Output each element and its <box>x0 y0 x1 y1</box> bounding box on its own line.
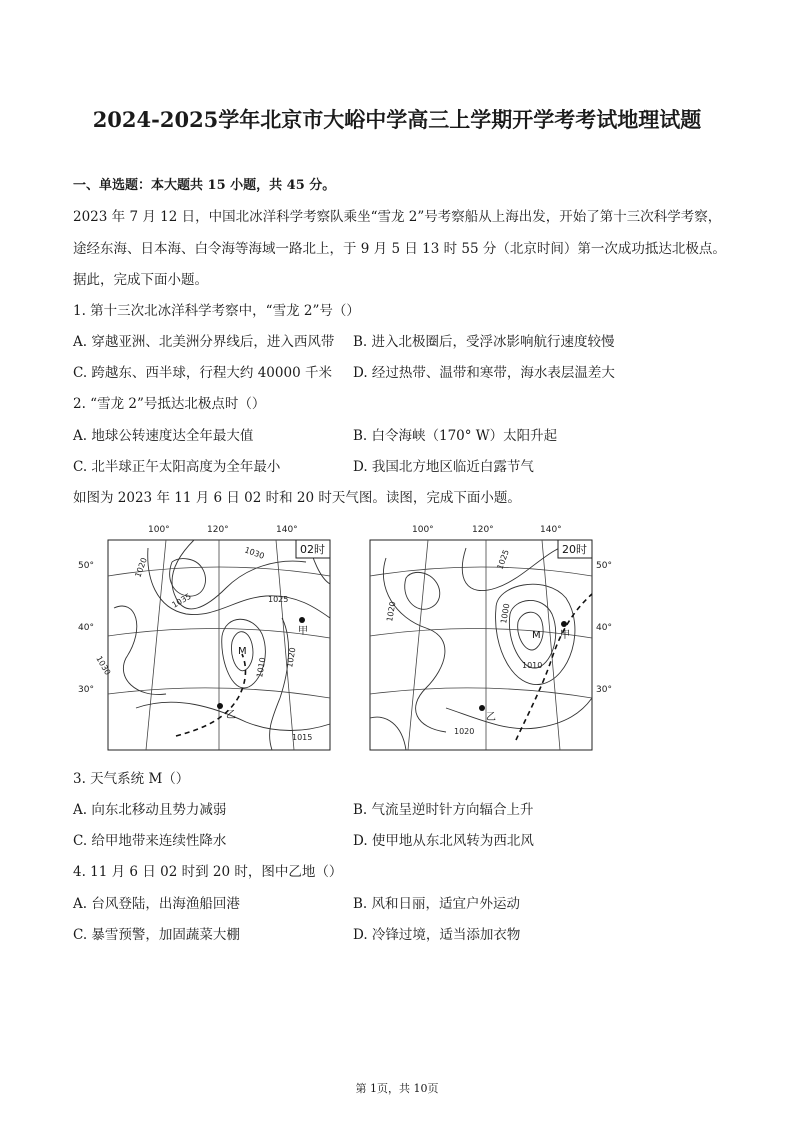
weather-map-02 <box>76 518 336 758</box>
isobars <box>370 542 592 750</box>
graticule <box>370 540 592 750</box>
lon-label: 120° <box>207 525 229 535</box>
point-yi-label: 乙 <box>486 712 496 723</box>
lon-label: 140° <box>276 525 298 535</box>
q1-option-d[interactable]: D. 经过热带、温带和寒带，海水表层温差大 <box>353 365 615 381</box>
lon-label: 100° <box>412 525 434 535</box>
isobar-label: 1030 <box>243 545 266 561</box>
q4-option-c[interactable]: C. 暴雪预警，加固蔬菜大棚 <box>73 927 240 943</box>
lat-label: 50° <box>78 561 94 571</box>
isobar-label: 1020 <box>285 646 298 669</box>
map-badge: 02时 <box>300 543 325 556</box>
lon-label: 100° <box>148 525 170 535</box>
lat-label: 40° <box>596 623 612 633</box>
q2-option-c[interactable]: C. 北半球正午太阳高度为全年最小 <box>73 459 281 475</box>
page-title: 2024-2025学年北京市大峪中学高三上学期开学考考试地理试题 <box>92 107 702 132</box>
lon-label: 140° <box>540 525 562 535</box>
isobar-label: 1020 <box>133 556 149 579</box>
q2-stem: 2. “雪龙 2”号抵达北极点时（） <box>73 396 266 412</box>
q2-option-d[interactable]: D. 我国北方地区临近白露节气 <box>353 459 534 475</box>
q3-option-b[interactable]: B. 气流呈逆时针方向辐合上升 <box>353 802 534 818</box>
point-jia-label: 甲 <box>298 626 308 637</box>
isobar-label: 1025 <box>268 595 289 604</box>
isobar-label: 1020 <box>454 727 475 736</box>
q1-option-c[interactable]: C. 跨越东、西半球，行程大约 40000 千米 <box>73 365 332 381</box>
q2-option-b[interactable]: B. 白令海峡（170° W）太阳升起 <box>353 428 558 444</box>
q3-option-a[interactable]: A. 向东北移动且势力减弱 <box>73 802 227 818</box>
low-center-label: M <box>532 630 541 641</box>
point-jia-marker <box>561 621 567 627</box>
passage1-line: 途经东海、日本海、白令海等海域一路北上，于 9 月 5 日 13 时 55 分（北京时间）第一次成功抵达北极点。 <box>73 241 726 257</box>
q3-option-c[interactable]: C. 给甲地带来连续性降水 <box>73 833 227 849</box>
isobar-label: 1000 <box>499 602 512 625</box>
passage1-line: 据此，完成下面小题。 <box>73 272 208 288</box>
point-yi-marker <box>217 703 223 709</box>
isobar-label: 1015 <box>292 733 313 742</box>
isobar-label: 1035 <box>170 591 193 610</box>
q1-option-b[interactable]: B. 进入北极圈后，受浮冰影响航行速度较慢 <box>353 334 615 350</box>
low-center-label: M <box>238 646 247 657</box>
point-jia-label: 甲 <box>560 630 570 641</box>
q1-stem: 1. 第十三次北冰洋科学考察中，“雪龙 2”号（） <box>73 303 360 319</box>
isobar-label: 1030 <box>94 654 113 677</box>
lat-label: 50° <box>596 561 612 571</box>
lon-label: 120° <box>472 525 494 535</box>
q1-option-a[interactable]: A. 穿越亚洲、北美洲分界线后，进入西风带 <box>73 334 335 350</box>
q4-option-d[interactable]: D. 冷锋过境，适当添加衣物 <box>353 927 521 943</box>
passage2: 如图为 2023 年 11 月 6 日 02 时和 20 时天气图。读图，完成下面小题。 <box>73 490 521 506</box>
point-yi-marker <box>479 705 485 711</box>
point-yi-label: 乙 <box>226 710 236 721</box>
q2-option-a[interactable]: A. 地球公转速度达全年最大值 <box>73 428 254 444</box>
lat-label: 30° <box>78 685 94 695</box>
q4-stem: 4. 11 月 6 日 02 时到 20 时，图中乙地（） <box>73 864 343 880</box>
q4-option-b[interactable]: B. 风和日丽，适宜户外运动 <box>353 896 521 912</box>
weather-map-20 <box>346 518 620 758</box>
q3-option-d[interactable]: D. 使甲地从东北风转为西北风 <box>353 833 534 849</box>
point-jia-marker <box>299 617 305 623</box>
q3-stem: 3. 天气系统 M（） <box>73 771 190 787</box>
page-footer: 第 1页，共 10页 <box>355 1082 439 1095</box>
isobar-label: 1020 <box>385 600 398 623</box>
lat-label: 40° <box>78 623 94 633</box>
passage1-line: 2023 年 7 月 12 日，中国北冰洋科学考察队乘坐“雪龙 2”号考察船从上海出发，开始了第十三次科学考察， <box>73 209 722 225</box>
front-track <box>176 654 245 736</box>
isobar-label: 1025 <box>495 548 511 571</box>
isobar-label: 1010 <box>522 661 543 670</box>
section-heading: 一、单选题：本大题共 15 小题，共 45 分。 <box>73 178 336 193</box>
isobar-label: 1010 <box>255 656 268 679</box>
map-badge: 20时 <box>562 543 587 556</box>
lat-label: 30° <box>596 685 612 695</box>
q4-option-a[interactable]: A. 台风登陆，出海渔船回港 <box>73 896 240 912</box>
